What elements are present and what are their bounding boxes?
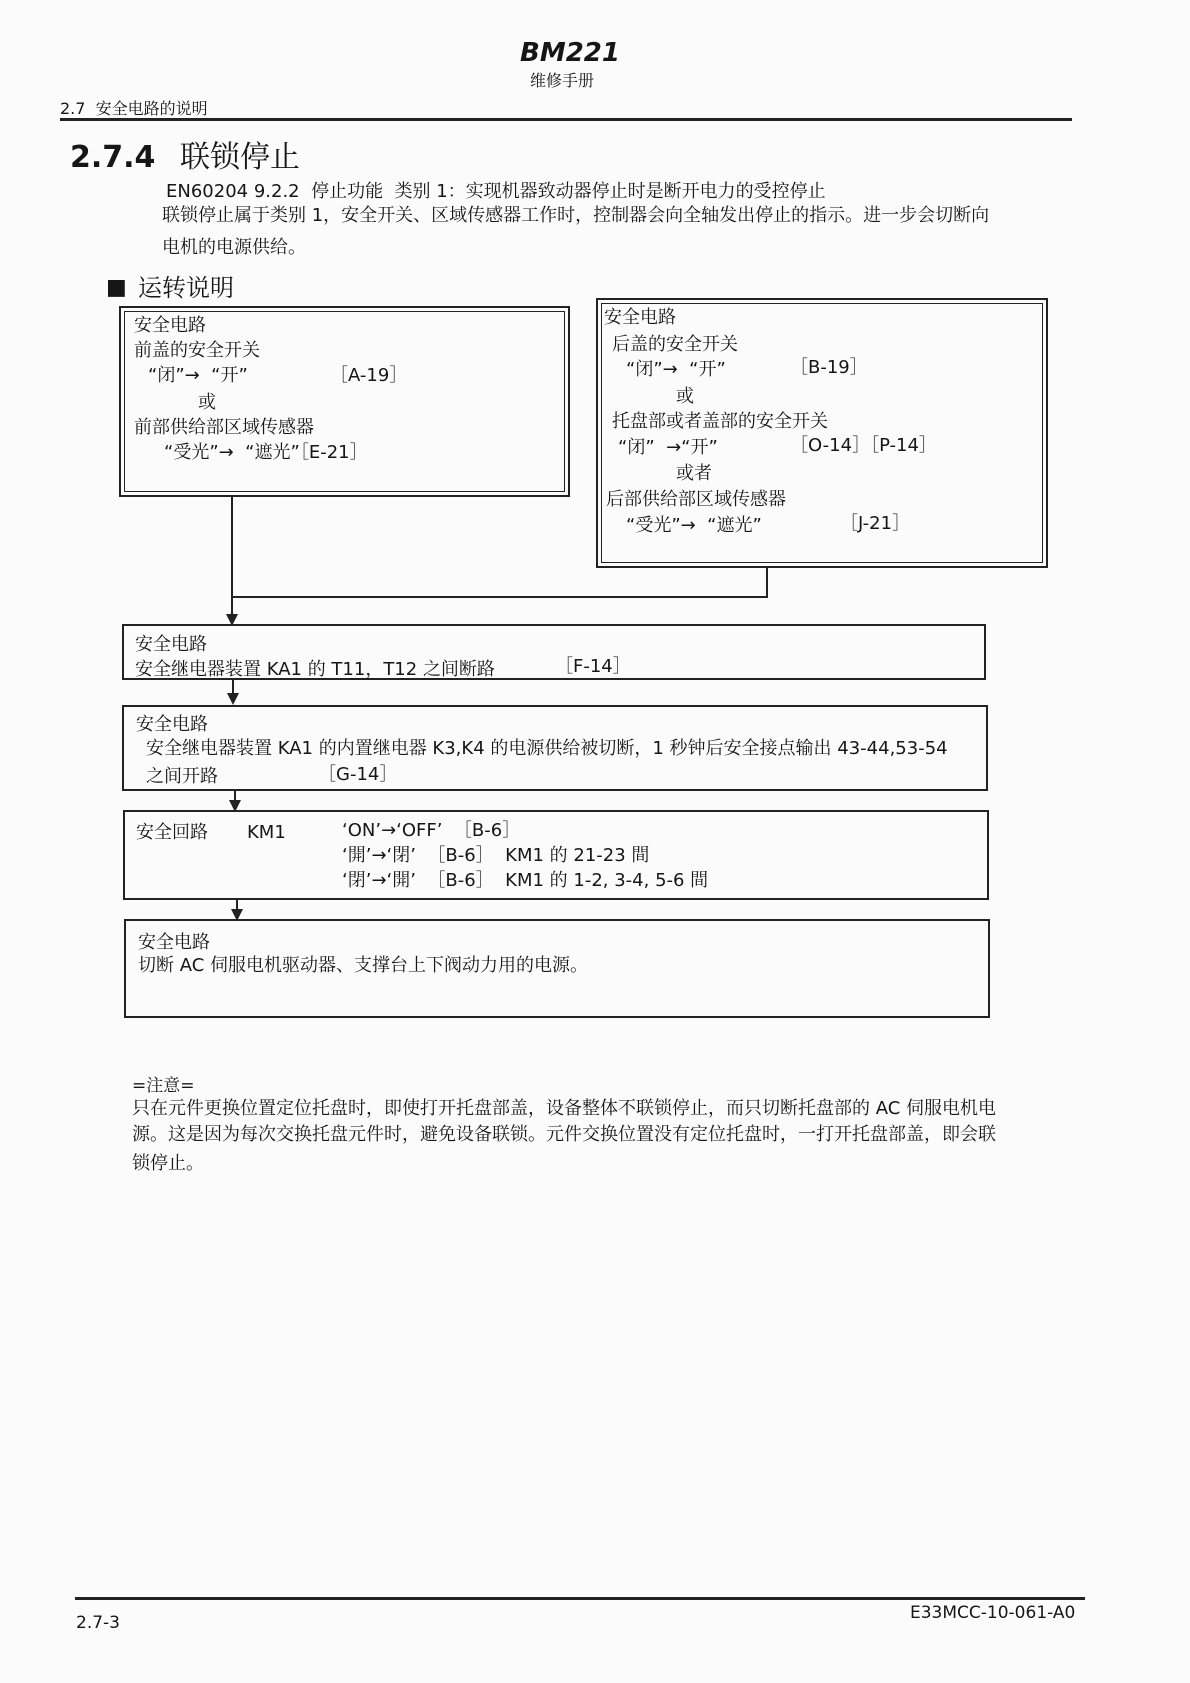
note-line-1: 只在元件更换位置定位托盘时，即使打开托盘部盖，设备整体不联锁停止，而只切断托盘部的 AC 伺服电机电 (132, 1098, 997, 1119)
box-right-line-6: “闭” →“开” (618, 437, 718, 458)
box-right-line-3: “闭”→ “开” (626, 359, 726, 380)
box-right-line-1: 安全电路 (604, 307, 676, 328)
box1-line-1: 安全电路 (135, 634, 207, 655)
box-left-line-4: 或 (198, 392, 216, 413)
section-title: 联锁停止 (180, 140, 300, 175)
document-code: E33MCC-10-061-A0 (910, 1603, 1076, 1623)
box2-line-1: 安全电路 (136, 714, 208, 735)
box-right-line-9: “受光”→ “遮光” (626, 515, 762, 536)
operation-heading: 运转说明 (138, 274, 234, 302)
box3-line-2: ‘開’→‘閉’ ［B-6］ KM1 的 21-23 間 (342, 845, 650, 866)
box-right-line-5: 托盘部或者盖部的安全开关 (612, 411, 828, 432)
box-right-line-2: 后盖的安全开关 (612, 334, 738, 355)
intro-line-3: 电机的电源供给。 (162, 237, 306, 258)
note-line-3: 锁停止。 (132, 1153, 204, 1174)
box-left-line-3: “闭”→ “开” (148, 365, 248, 386)
section-label: 2.7 安全电路的说明 (60, 99, 208, 118)
intro-line-1: EN60204 9.2.2 停止功能 类别 1：实现机器致动器停止时是断开电力的受控停止 (166, 181, 826, 202)
box2-ref-3: ［G-14］ (318, 764, 398, 785)
section-number: 2.7.4 (70, 140, 156, 175)
box3-line-1b: KM1 (247, 822, 286, 843)
box-right-ref-3: ［B-19］ (790, 357, 868, 378)
box-left-line-2: 前盖的安全开关 (134, 340, 260, 361)
square-bullet-icon: ■ (106, 275, 127, 300)
connector-1-2 (232, 680, 234, 694)
intro-line-2: 联锁停止属于类别 1，安全开关、区域传感器工作时，控制器会向全轴发出停止的指示。进一步会切断向 (162, 205, 990, 226)
box2-line-3: 之间开路 (146, 766, 218, 787)
box1-line-2: 安全继电器装置 KA1 的 T11，T12 之间断路 (135, 659, 495, 680)
box-right-line-8: 后部供给部区域传感器 (606, 489, 786, 510)
box-right-ref-6: ［O-14］［P-14］ (790, 435, 937, 456)
box4-line-1: 安全电路 (138, 932, 210, 953)
arrow-down-icon (227, 693, 239, 705)
box-left-line-5: 前部供给部区域传感器 (134, 417, 314, 438)
connector-join (231, 596, 768, 598)
box-right-ref-9: ［J-21］ (840, 513, 911, 534)
box2-line-2: 安全继电器装置 KA1 的内置继电器 K3,K4 的电源供给被切断，1 秒钟后安全接点输出 43-44,53-54 (146, 738, 948, 759)
model-title: BM221 (520, 38, 620, 68)
footer-rule (75, 1597, 1085, 1600)
box3-line-1a: 安全回路 (136, 822, 208, 843)
connector-right-down (766, 568, 768, 598)
manual-subtitle: 维修手册 (530, 71, 595, 90)
note-heading: =注意= (132, 1076, 195, 1096)
box3-line-3: ‘閉’→‘開’ ［B-6］ KM1 的 1-2, 3-4, 5-6 間 (342, 870, 709, 891)
box-right-line-7: 或者 (676, 463, 712, 484)
note-line-2: 源。这是因为每次交换托盘元件时，避免设备联锁。元件交换位置没有定位托盘时，一打开托盘部盖，即会联 (132, 1124, 996, 1145)
header-rule (60, 118, 1072, 121)
box-right-line-4: 或 (676, 386, 694, 407)
box-left-line-1: 安全电路 (134, 315, 206, 336)
box-left-ref-3: ［A-19］ (330, 365, 408, 386)
box4-line-2: 切断 AC 伺服电机驱动器、支撑台上下阀动力用的电源。 (138, 955, 589, 976)
box1-ref-2: ［F-14］ (555, 656, 631, 677)
box-left-line-6: “受光”→ “遮光”［E-21］ (164, 442, 368, 463)
page-number: 2.7-3 (76, 1613, 120, 1633)
box3-line-1c: ‘ON’→‘OFF’ ［B-6］ (342, 820, 521, 841)
